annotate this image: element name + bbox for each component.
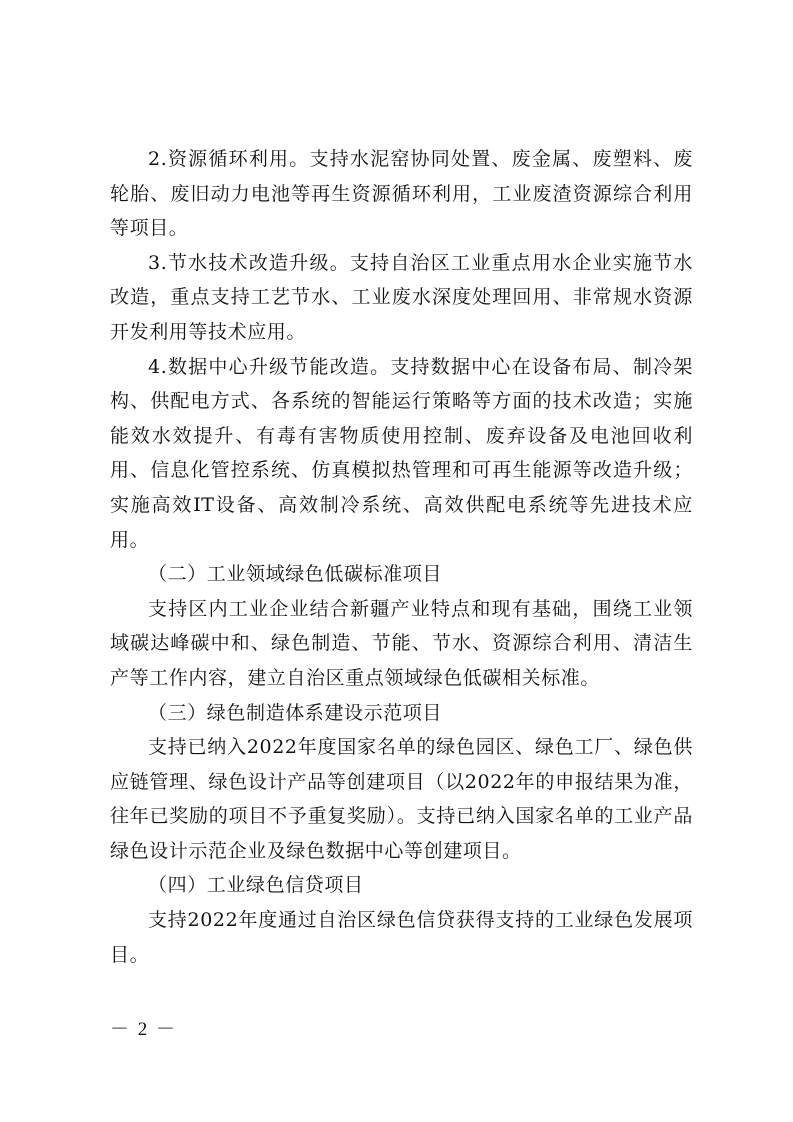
page-number: － 2 －	[110, 1019, 178, 1040]
paragraph-standards: 支持区内工业企业结合新疆产业特点和现有基础，围绕工业领域碳达峰碳中和、绿色制造、节能、节水、资源综合利用、清洁生产等工作内容，建立自治区重点领域绿色低碳相关标准。	[110, 597, 693, 689]
paragraph-data-center: 4.数据中心升级节能改造。支持数据中心在设备布局、制冷架构、供配电方式、各系统的智能运行策略等方面的技术改造；实施能效水效提升、有毒有害物质使用控制、废弃设备及电池回收利用、信息化管控系统、仿真模拟热管理和可再生能源等改造升级；实施高效IT设备、高效制冷系统、高效供配电系统等先进技术应用。	[110, 355, 693, 551]
document-body	[110, 142, 693, 972]
paragraph-water-saving: 3.节水技术改造升级。支持自治区工业重点用水企业实施节水改造，重点支持工艺节水、工业废水深度处理回用、非常规水资源开发利用等技术应用。	[110, 251, 693, 343]
paragraph-green-credit: 支持2022年度通过自治区绿色信贷获得支持的工业绿色发展项目。	[110, 909, 693, 966]
paragraph-green-manufacturing: 支持已纳入2022年度国家名单的绿色园区、绿色工厂、绿色供应链管理、绿色设计产品等创建项目（以2022年的申报结果为准，往年已奖励的项目不予重复奖励）。支持已纳入国家名单的工业产品绿色设计示范企业及绿色数据中心等创建项目。	[110, 736, 693, 862]
paragraph-resource-recycling: 2.资源循环利用。支持水泥窑协同处置、废金属、废塑料、废轮胎、废旧动力电池等再生资源循环利用，工业废渣资源综合利用等项目。	[110, 148, 693, 240]
section-heading-green-manufacturing: （三）绿色制造体系建设示范项目	[148, 701, 443, 724]
section-heading-green-credit: （四）工业绿色信贷项目	[148, 874, 364, 897]
section-heading-standards: （二）工业领域绿色低碳标准项目	[148, 563, 443, 586]
